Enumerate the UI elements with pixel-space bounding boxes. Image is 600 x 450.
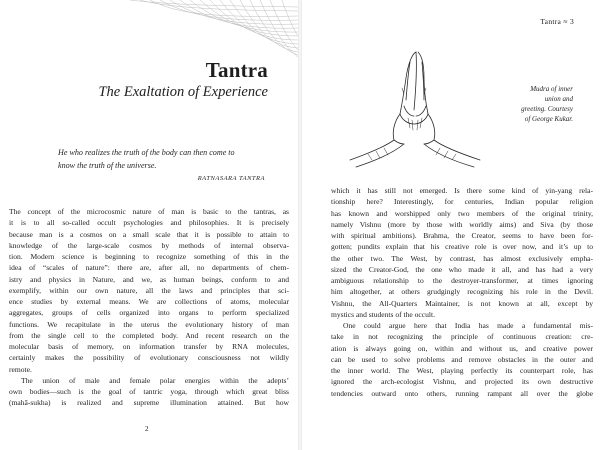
caption-line: union and (544, 95, 573, 103)
left-page (0, 0, 298, 450)
text-line: tendencies outward onto others, running rampant all over the globe (331, 388, 593, 398)
text-line: the other two. The West, by contrast, has almost exclusively empha- (331, 253, 593, 263)
decorative-header-lines (0, 0, 298, 60)
text-line: The concept of the microcosmic nature of man is basic to the tantras, as (9, 207, 289, 216)
text-line: mystics and students of the occult. (331, 309, 435, 319)
epigraph-source: RATNASARA TANTRA (197, 175, 265, 182)
text-line: molecular basis of memory, on information transfer by RNA molecules, (9, 342, 289, 351)
text-line: The union of male and female polar energies within the adepts’ (21, 375, 289, 385)
text-line: ence studies by external means. We are collections of atoms, molecular (9, 297, 289, 306)
page-number: 2 (145, 425, 149, 433)
text-line: namely Vishnu (more by those with worldly aims) and Siva (by those (331, 219, 593, 229)
right-page (302, 0, 600, 450)
text-line: exemplify, within our own nature, all the laws and principles that sci- (9, 285, 289, 295)
epigraph-line: know the truth of the universe. (58, 160, 157, 170)
chapter-title: Tantra (205, 58, 268, 82)
text-line: with spiritual ambitions). Brahma, the Creator, seems to have been for- (331, 231, 593, 240)
text-line: has known and worshipped only two members of the original trinity, (331, 208, 593, 218)
text-line: istry and physics in Nature, and we, as human beings, conform to and (9, 274, 289, 284)
caption-line: Mudra of inner (530, 85, 573, 93)
text-line: gotten; pundits explain that his creative role is over now, and it’s up to (331, 242, 593, 252)
text-line: Vishnu, the All-Quarters Maintainer, is not known at all, except by (331, 298, 593, 308)
text-line: idea of “scales of nature”: there are, after all, no departments of chem- (9, 263, 289, 273)
right-body-text (331, 185, 593, 399)
praying-hands-illustration (338, 48, 488, 168)
text-line: functions. We recapitulate in the uterus the evolutionary history of man (9, 319, 289, 329)
text-line: remote. (9, 364, 32, 374)
text-line: which it has still not emerged. Is there some kind of yin-yang rela- (331, 186, 593, 195)
text-line: from the single cell to the completed body. And recent research on the (9, 330, 289, 340)
text-line: ambiguous relationship to the destroyer-transformer, at times ignoring (331, 276, 593, 285)
caption-line: of George Kukar. (524, 115, 573, 123)
text-line: can be used to solve problems and remove obstacles in the outer and (331, 354, 593, 364)
text-line: the inner world. The West, playing perfectly its counterpart role, has (331, 366, 593, 375)
text-line: him altogether, at others grudgingly recognizing his role in the Devil. (331, 287, 593, 297)
text-line: because man is a cosmos on a small scale that it is possible to attain to (9, 229, 289, 239)
epigraph-quote (58, 147, 263, 172)
text-line: One could argue here that India has made a fundamental mis- (343, 321, 593, 330)
text-line: sized the Creator-God, the one who made it all, and has had a very (331, 264, 593, 274)
chapter-subtitle: The Exaltation of Experience (98, 84, 268, 100)
epigraph-line: He who realizes the truth of the body can then come to (58, 148, 235, 157)
text-line: ation is always going on, within and without us, and creative power (331, 343, 593, 353)
caption-line: greeting. Courtesy (521, 105, 573, 113)
text-line: tion. Modern science is beginning to recognize something of this in the (9, 252, 289, 261)
text-line: certainly makes the possibility of evolutionary consciousness not wildly (9, 353, 289, 363)
text-line: ignored the arch-ecologist Vishnu, and projected its own destructive (331, 377, 593, 387)
text-line: (mahā-sukha) is realized and supreme illumination attained. But how (9, 398, 289, 408)
text-line: it is to all so-called occult psychologies and philosophies. It is precisely (9, 218, 289, 228)
running-head: Tantra ≈ 3 (540, 17, 574, 26)
text-line: own bodies—such is the goal of tantric yoga, through which great bliss (9, 387, 289, 396)
left-body-text (9, 206, 289, 409)
text-line: tionship here? Interestingly, for centuries, Indian popular religion (331, 197, 593, 207)
illustration-caption (487, 84, 573, 124)
text-line: knowledge of the large-scale cosmos by methods of internal observa- (9, 240, 289, 250)
text-line: take in not recognizing the principle of continuous creation: cre- (331, 332, 593, 342)
text-line: aggregates, groups of cells organized into organs to perform specialized (9, 308, 289, 318)
